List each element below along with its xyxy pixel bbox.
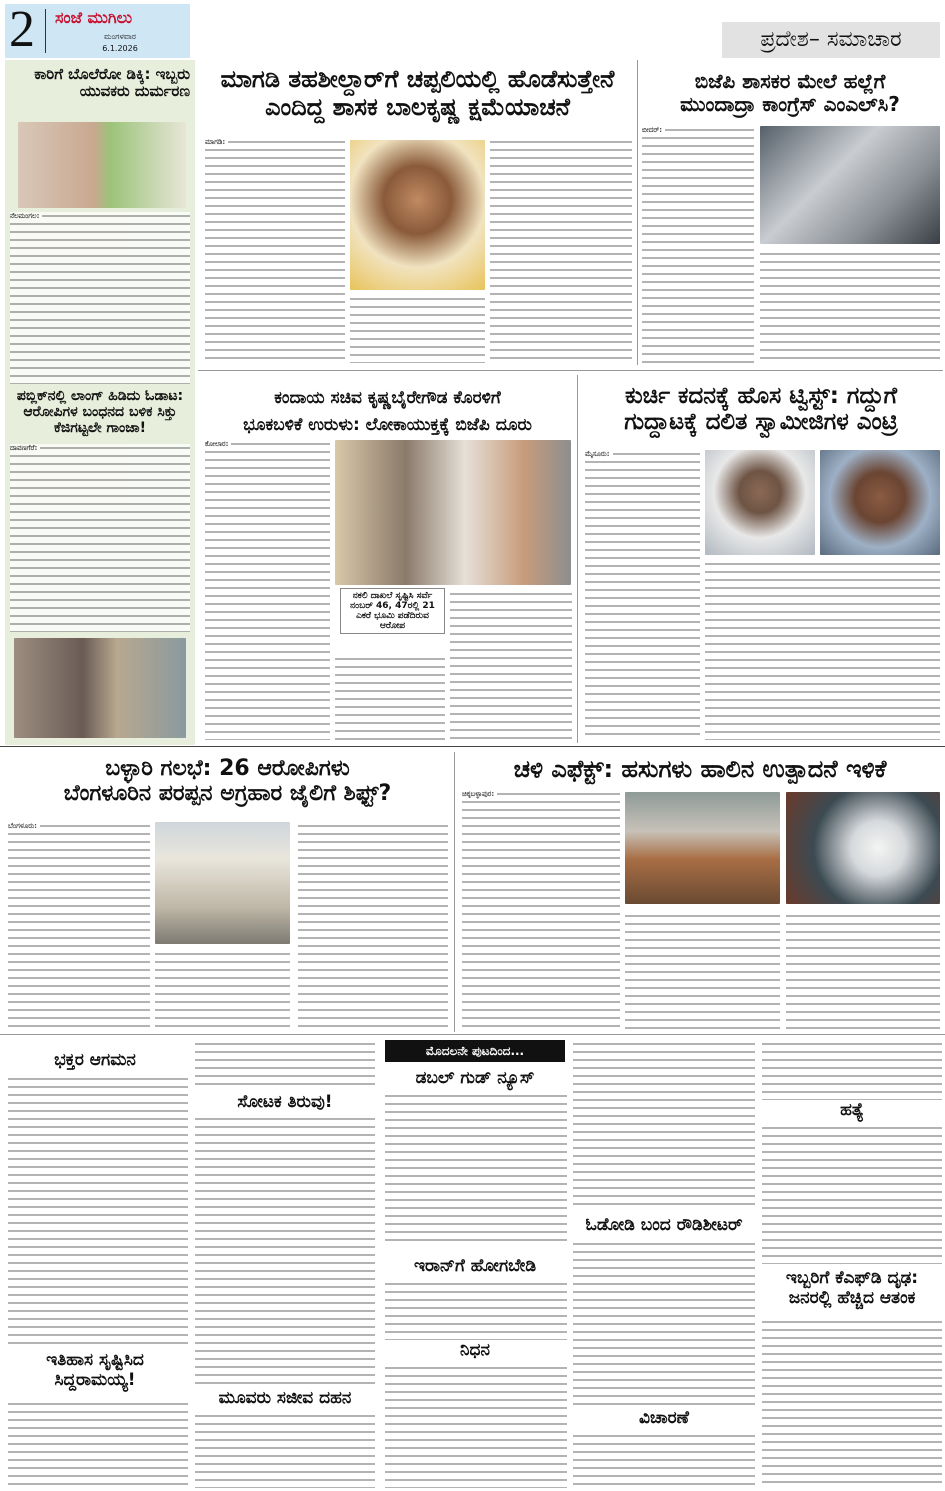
photo-cm [705, 450, 815, 555]
article-body: ಬೆಂಗಳೂರು: [8, 822, 150, 1030]
article-body [350, 295, 485, 363]
headline-bjp-attack: ಬಿಜೆಪಿ ಶಾಸಕರ ಮೇಲೆ ಹಲ್ಲೆಗೆ ಮುಂದಾದ್ರಾ ಕಾಂಗ್ರೆಸ್ ಎಂಎಲ್‌ಸಿ? [680, 69, 900, 116]
headline-siddaramaiah-record: ಇತಿಹಾಸ ಸೃಷ್ಟಿಸಿದ ಸಿದ್ದರಾಮಯ್ಯ! [46, 1350, 144, 1390]
article-body [195, 1412, 375, 1488]
photo-seer [820, 450, 940, 555]
article-body [8, 1400, 188, 1488]
headline-obituary: ನಿಧನ [460, 1340, 490, 1360]
headline-magadi: ಮಾಗಡಿ ತಹಶೀಲ್ದಾರ್‌ಗೆ ಚಪ್ಪಲಿಯಲ್ಲಿ ಹೊಡೆಸುತ್ತೇನೆ ಎಂದಿದ್ದ ಶಾಸಕ ಬಾಲಕೃಷ್ಣ ಕ್ಷಮೆಯಾಚನೆ [220, 65, 615, 121]
headline-ballari: ಬಳ್ಳಾರಿ ಗಲಭೆ: 26 ಆರೋಪಿಗಳು ಬೆಂಗಳೂರಿನ ಪರಪ್ಪನ ಅಗ್ರಹಾರ ಜೈಲಿಗೆ ಶಿಫ್ಟ್? [63, 756, 392, 807]
article-body: ಮೈಸೂರು: [585, 450, 700, 740]
weekday: ಮಂಗಳವಾರ [103, 32, 136, 41]
photo-jail [155, 822, 290, 944]
section-title: ಪ್ರದೇಶ– ಸಮಾಚಾರ [722, 22, 940, 58]
continued-banner: ಮೊದಲನೇ ಪುಟದಿಂದ... [385, 1040, 565, 1062]
photo-assembly-scuffle [760, 126, 940, 244]
article-body [155, 950, 290, 1030]
page-number: 2 [9, 1, 35, 58]
article-body [762, 1040, 942, 1100]
headline-double-good-news: ಡಬಲ್ ಗುಡ್ ನ್ಯೂಸ್ [415, 1068, 535, 1088]
headline-chali: ಚಳಿ ಎಫೆಕ್ಟ್: ಹಸುಗಳು ಹಾಲಿನ ಉತ್ಪಾದನೆ ಇಳಿಕೆ [513, 755, 887, 783]
photo-mla-balakrishna [350, 140, 485, 290]
article-body [385, 1364, 567, 1488]
headline-devotees: ಭಕ್ತರ ಆಗಮನ [54, 1050, 136, 1070]
article-body [705, 560, 940, 740]
headline-inquiry: ವಿಚಾರಣೆ [639, 1408, 689, 1428]
headline-murder: ಹತ್ಯೆ [840, 1100, 864, 1120]
article-body [385, 1092, 567, 1242]
headline-iran: ಇರಾನ್‌ಗೆ ಹೋಗಬೇಡಿ [413, 1256, 537, 1276]
headline-ganja: ಪಬ್ಲಿಕ್‌ನಲ್ಲಿ ಲಾಂಗ್ ಹಿಡಿದು ಓಡಾಟ: ಆರೋಪಿಗಳ ಬಂಧನದ ಬಳಿಕ ಸಿಕ್ತು ಕೆಜಿಗಟ್ಟಲೇ ಗಾಂಜಾ! [16, 388, 184, 437]
photo-milk [786, 792, 940, 904]
photo-complaint-submission [335, 440, 571, 585]
article-body [195, 1040, 375, 1090]
article-body [573, 1240, 755, 1405]
article-body: ಕೋಲಾರ: [205, 440, 330, 740]
article-body [490, 138, 632, 363]
article-body: ಚಿಕ್ಕಬಳ್ಳಾಪುರ: [462, 790, 620, 1030]
article-body: ಮಾಗಡಿ: [205, 138, 345, 363]
article-body [385, 1280, 567, 1340]
article-body [762, 1318, 942, 1488]
article-body [625, 912, 780, 1030]
article-body: ನೆಲಮಂಗಲ: [10, 212, 190, 384]
article-body [760, 250, 940, 364]
photo-cows [625, 792, 780, 904]
issue-date: 6.1.2026 [102, 44, 138, 53]
article-body [573, 1040, 755, 1210]
headline-car-accident: ಕಾರಿಗೆ ಬೊಲೆರೋ ಡಿಕ್ಕಿ: ಇಬ್ಬರು ಯುವಕರು ದುರ್ಮರಣ [34, 65, 190, 101]
photo-accused [14, 638, 186, 738]
article-body: ದಾವಣಗೆರೆ: [10, 444, 190, 632]
photo-victims [18, 122, 186, 208]
headline-kfd: ಇಬ್ಬರಿಗೆ ಕೆಎಫ್‌ಡಿ ದೃಢ: ಜನರಲ್ಲಿ ಹೆಚ್ಚಿದ ಆತಂಕ [785, 1268, 919, 1308]
article-body [335, 655, 445, 740]
article-body [298, 822, 448, 1030]
article-body [195, 1115, 375, 1385]
article-body: ಬೀದರ್: [642, 126, 754, 364]
masthead [5, 1, 190, 58]
headline-three-burnt: ಮೂವರು ಸಜೀವ ದಹನ [218, 1388, 352, 1408]
article-body [573, 1432, 755, 1488]
article-body [8, 1075, 188, 1345]
headline-kurchi: ಕುರ್ಚಿ ಕದನಕ್ಕೆ ಹೊಸ ಟ್ವಿಸ್ಟ್: ಗದ್ದುಗೆ ಗುದ್ದಾಟಕ್ಕೆ ದಲಿತ ಸ್ವಾಮೀಜಿಗಳ ಎಂಟ್ರಿ [624, 383, 898, 436]
headline-revenue-minister: ಕಂದಾಯ ಸಚಿವ ಕೃಷ್ಣಬೈರೇಗೌಡ ಕೊರಳಿಗೆ ಭೂಕಬಳಿಕೆ ಉರುಳು: ಲೋಕಾಯುಕ್ತಕ್ಕೆ ಬಿಜೆಪಿ ದೂರು [243, 388, 532, 436]
photo-caption: ನಕಲಿ ದಾಖಲೆ ಸೃಷ್ಟಿಸಿ ಸರ್ವೆ ನಂಬರ್ 46, 47ರಲ್ಲಿ 21 ಎಕರೆ ಭೂಮಿ ಪಡೆದಿರುವ ಆರೋಪ [340, 588, 445, 634]
article-body [450, 590, 572, 740]
article-body [762, 1124, 942, 1264]
headline-twist: ಸೋಟಕ ತಿರುವು! [237, 1092, 333, 1112]
headline-rowdy-sheeter: ಓಡೋಡಿ ಬಂದ ರೌಡಿಶೀಟರ್ [585, 1215, 743, 1235]
article-body [786, 912, 940, 1030]
paper-logo: ಸಂಜೆ ಮುಗಿಲು [55, 8, 133, 27]
